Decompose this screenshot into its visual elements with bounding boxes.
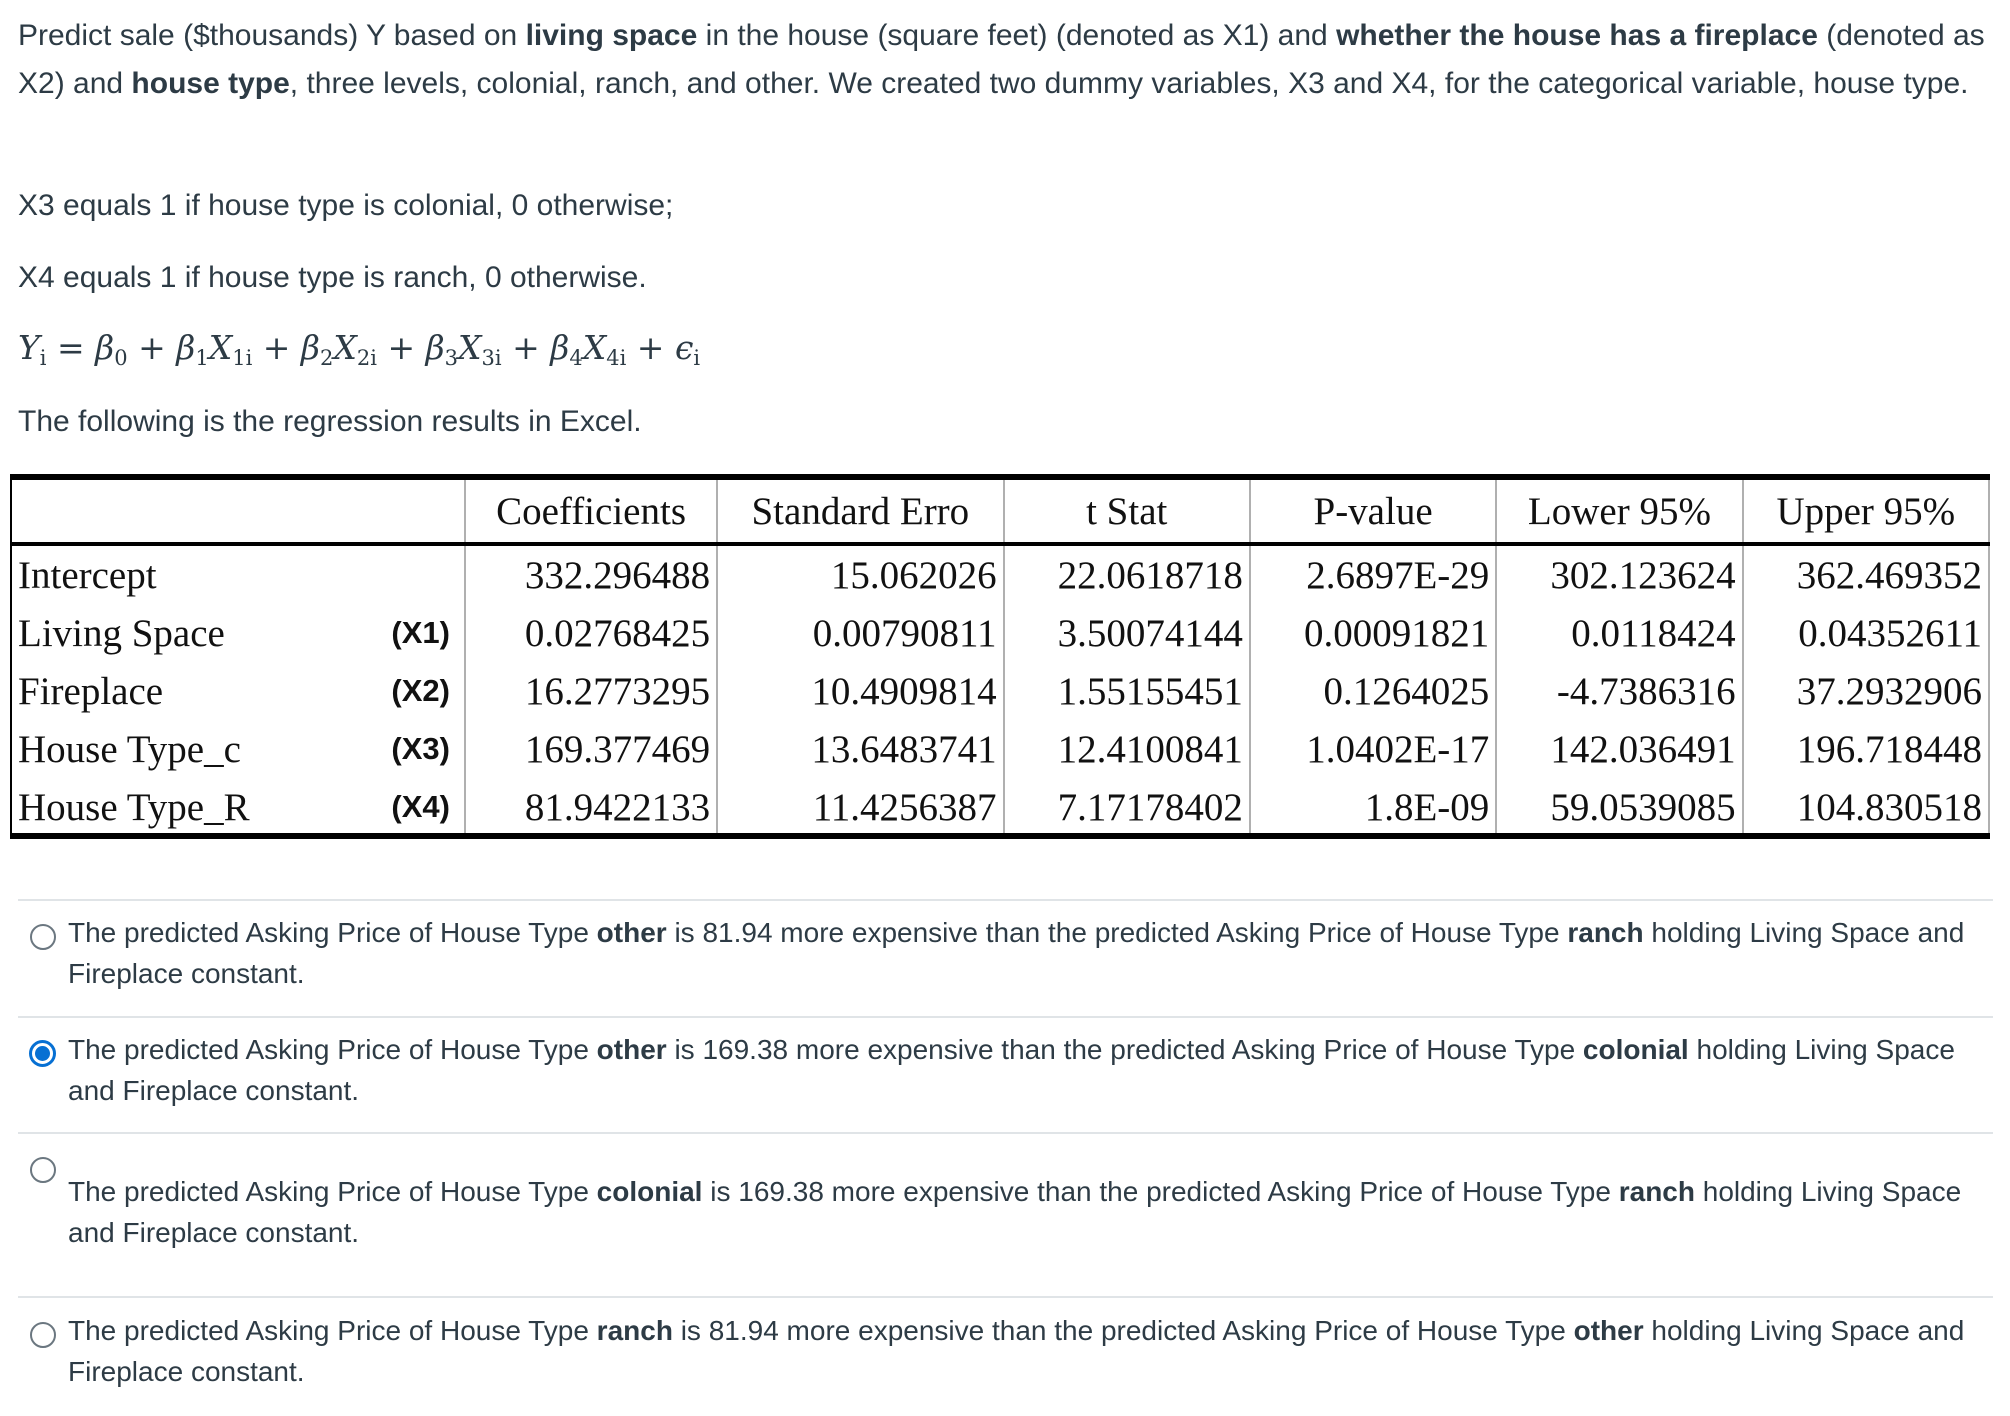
- table-cell: 11.4256387: [717, 778, 1003, 836]
- row-label: House Type_c: [11, 720, 324, 778]
- table-cell: 142.036491: [1496, 720, 1742, 778]
- eq-b3-sub: 3: [444, 346, 459, 370]
- table-header-cell: Coefficients: [465, 480, 717, 544]
- option-divider: [18, 1296, 1993, 1298]
- option-text: is 81.94 more expensive than the predicted Asking Price of House Type: [672, 1315, 1574, 1346]
- eq-x3-sub: 3i: [481, 346, 502, 370]
- table-row: [11, 604, 1989, 662]
- eq-plus: +: [501, 328, 551, 367]
- table-row: [11, 720, 1989, 778]
- table-cell: 13.6483741: [717, 720, 1003, 778]
- table-cell: 1.8E-09: [1250, 778, 1496, 836]
- intro-text-4: , three levels, colonial, ranch, and other. We created two dummy variables, X3 and X4, for the categorical variable, house type.: [289, 67, 1969, 100]
- row-tag: (X1): [391, 615, 450, 650]
- table-cell: 16.2773295: [465, 662, 717, 720]
- table-cell: 0.0118424: [1496, 604, 1742, 662]
- table-row: [11, 544, 1989, 604]
- table-row: [11, 662, 1989, 720]
- table-cell: 59.0539085: [1496, 778, 1742, 836]
- table-header-cell: P-value: [1250, 480, 1496, 544]
- x4-definition: X4 equals 1 if house type is ranch, 0 otherwise.: [18, 261, 647, 294]
- eq-b2-sub: 2: [320, 346, 334, 370]
- table-cell: -4.7386316: [1496, 662, 1742, 720]
- x3-definition: X3 equals 1 if house type is colonial, 0 otherwise;: [18, 189, 674, 222]
- radio-button-icon[interactable]: [30, 1322, 56, 1348]
- regression-table: [10, 480, 1990, 836]
- table-header-blank: [11, 480, 465, 544]
- answer-option-label[interactable]: [68, 1310, 1993, 1392]
- eq-y-sub: i: [39, 346, 47, 370]
- option-bold: colonial: [1582, 1034, 1689, 1065]
- row-label: Fireplace: [11, 662, 324, 720]
- table-cell: 196.718448: [1743, 720, 1989, 778]
- eq-y: Y: [18, 328, 40, 367]
- option-divider: [18, 899, 1993, 901]
- eq-x1-sub: 1i: [232, 346, 253, 370]
- eq-x1: X: [208, 328, 233, 367]
- table-cell: 1.55155451: [1004, 662, 1250, 720]
- table-cell: 10.4909814: [717, 662, 1003, 720]
- option-text: holding Living Space and Fireplace constant.: [68, 1034, 1955, 1106]
- table-cell: 302.123624: [1496, 544, 1742, 604]
- eq-equals: =: [46, 328, 96, 367]
- eq-x2-sub: 2i: [356, 346, 377, 370]
- row-tag: (X3): [391, 731, 450, 766]
- eq-b1: β: [176, 328, 196, 367]
- table-cell: 332.296488: [465, 544, 717, 604]
- table-cell: 7.17178402: [1004, 778, 1250, 836]
- table-cell: 37.2932906: [1743, 662, 1989, 720]
- eq-b1-sub: 1: [195, 346, 209, 370]
- table-cell: 169.377469: [465, 720, 717, 778]
- table-cell: 81.9422133: [465, 778, 717, 836]
- option-text: The predicted Asking Price of House Type: [68, 1315, 597, 1346]
- eq-b0: β: [95, 328, 115, 367]
- row-tag: [324, 544, 465, 604]
- question-intro: [18, 12, 1993, 108]
- option-bold: ranch: [596, 1315, 673, 1346]
- intro-bold-house-type: house type: [131, 67, 290, 100]
- results-intro: The following is the regression results in Excel.: [18, 405, 642, 438]
- table-cell: 22.0618718: [1004, 544, 1250, 604]
- table-cell: 15.062026: [717, 544, 1003, 604]
- eq-b2: β: [300, 328, 320, 367]
- eq-x4: X: [582, 328, 607, 367]
- answer-option-3[interactable]: [18, 1145, 1993, 1285]
- answer-option-label[interactable]: [68, 1029, 1993, 1111]
- eq-plus: +: [626, 328, 675, 367]
- eq-b4-sub: 4: [569, 346, 583, 370]
- answer-option-2[interactable]: [18, 1029, 1993, 1129]
- option-bold: colonial: [596, 1176, 703, 1207]
- table-cell: 1.0402E-17: [1250, 720, 1496, 778]
- option-text: The predicted Asking Price of House Type: [68, 917, 597, 948]
- row-label: House Type_R: [11, 778, 324, 836]
- row-tag: (X4): [391, 789, 450, 824]
- option-bold: other: [596, 1034, 667, 1065]
- answer-option-label[interactable]: [68, 912, 1993, 994]
- table-cell: 2.6897E-29: [1250, 544, 1496, 604]
- eq-epsilon-sub: i: [693, 346, 701, 370]
- eq-plus: +: [252, 328, 301, 367]
- option-text: holding Living Space and Fireplace constant.: [68, 1176, 1962, 1248]
- row-label: Living Space: [11, 604, 324, 662]
- eq-epsilon: ϵ: [674, 328, 694, 367]
- option-divider: [18, 1132, 1993, 1134]
- option-text: is 169.38 more expensive than the predicted Asking Price of House Type: [666, 1034, 1583, 1065]
- table-cell: 0.00091821: [1250, 604, 1496, 662]
- eq-plus: +: [376, 328, 426, 367]
- table-bottom-rule: [10, 833, 1990, 839]
- eq-plus: +: [127, 328, 177, 367]
- answer-option-1[interactable]: [18, 912, 1993, 1012]
- option-bold: other: [596, 917, 667, 948]
- eq-b0-sub: 0: [114, 346, 128, 370]
- option-text: holding Living Space and Fireplace constant.: [68, 1315, 1965, 1387]
- table-header-cell: t Stat: [1004, 480, 1250, 544]
- table-header-row: [11, 480, 1989, 544]
- table-row: [11, 778, 1989, 836]
- table-header-cell: Standard Erro: [717, 480, 1003, 544]
- table-cell: 104.830518: [1743, 778, 1989, 836]
- option-divider: [18, 1016, 1993, 1018]
- table-cell: 3.50074144: [1004, 604, 1250, 662]
- eq-x4-sub: 4i: [606, 346, 627, 370]
- option-text: holding Living Space and Fireplace constant.: [68, 917, 1965, 989]
- option-text: is 81.94 more expensive than the predicted Asking Price of House Type: [666, 917, 1568, 948]
- intro-text-3: (denoted as X2) and: [18, 19, 1985, 100]
- row-label: Intercept: [11, 544, 324, 604]
- table-header-cell: Upper 95%: [1743, 480, 1989, 544]
- intro-text-1: Predict sale ($thousands) Y based on: [18, 19, 526, 52]
- table-cell: 0.02768425: [465, 604, 717, 662]
- radio-button-icon[interactable]: [30, 1157, 56, 1183]
- option-text: The predicted Asking Price of House Type: [68, 1034, 597, 1065]
- table-cell: 0.04352611: [1743, 604, 1989, 662]
- option-bold: ranch: [1618, 1176, 1695, 1207]
- table-cell: 362.469352: [1743, 544, 1989, 604]
- option-bold: ranch: [1567, 917, 1644, 948]
- table-cell: 0.00790811: [717, 604, 1003, 662]
- answer-option-label[interactable]: [68, 1171, 1993, 1253]
- option-text: is 169.38 more expensive than the predicted Asking Price of House Type: [702, 1176, 1619, 1207]
- radio-button-icon[interactable]: [30, 924, 56, 950]
- intro-bold-fireplace: whether the house has a fireplace: [1336, 19, 1818, 52]
- table-header-cell: Lower 95%: [1496, 480, 1742, 544]
- eq-b3: β: [425, 328, 445, 367]
- row-tag: (X2): [391, 673, 450, 708]
- eq-x2: X: [333, 328, 357, 367]
- option-bold: other: [1573, 1315, 1644, 1346]
- option-text: The predicted Asking Price of House Type: [68, 1176, 597, 1207]
- eq-x3: X: [458, 328, 482, 367]
- table-cell: 0.1264025: [1250, 662, 1496, 720]
- intro-text-2: in the house (square feet) (denoted as X1) and: [697, 19, 1337, 52]
- table-cell: 12.4100841: [1004, 720, 1250, 778]
- eq-b4: β: [550, 328, 570, 367]
- intro-bold-living-space: living space: [525, 19, 698, 52]
- radio-button-selected-icon[interactable]: [29, 1040, 56, 1067]
- answer-option-4[interactable]: [18, 1310, 1993, 1410]
- regression-equation: [18, 324, 700, 382]
